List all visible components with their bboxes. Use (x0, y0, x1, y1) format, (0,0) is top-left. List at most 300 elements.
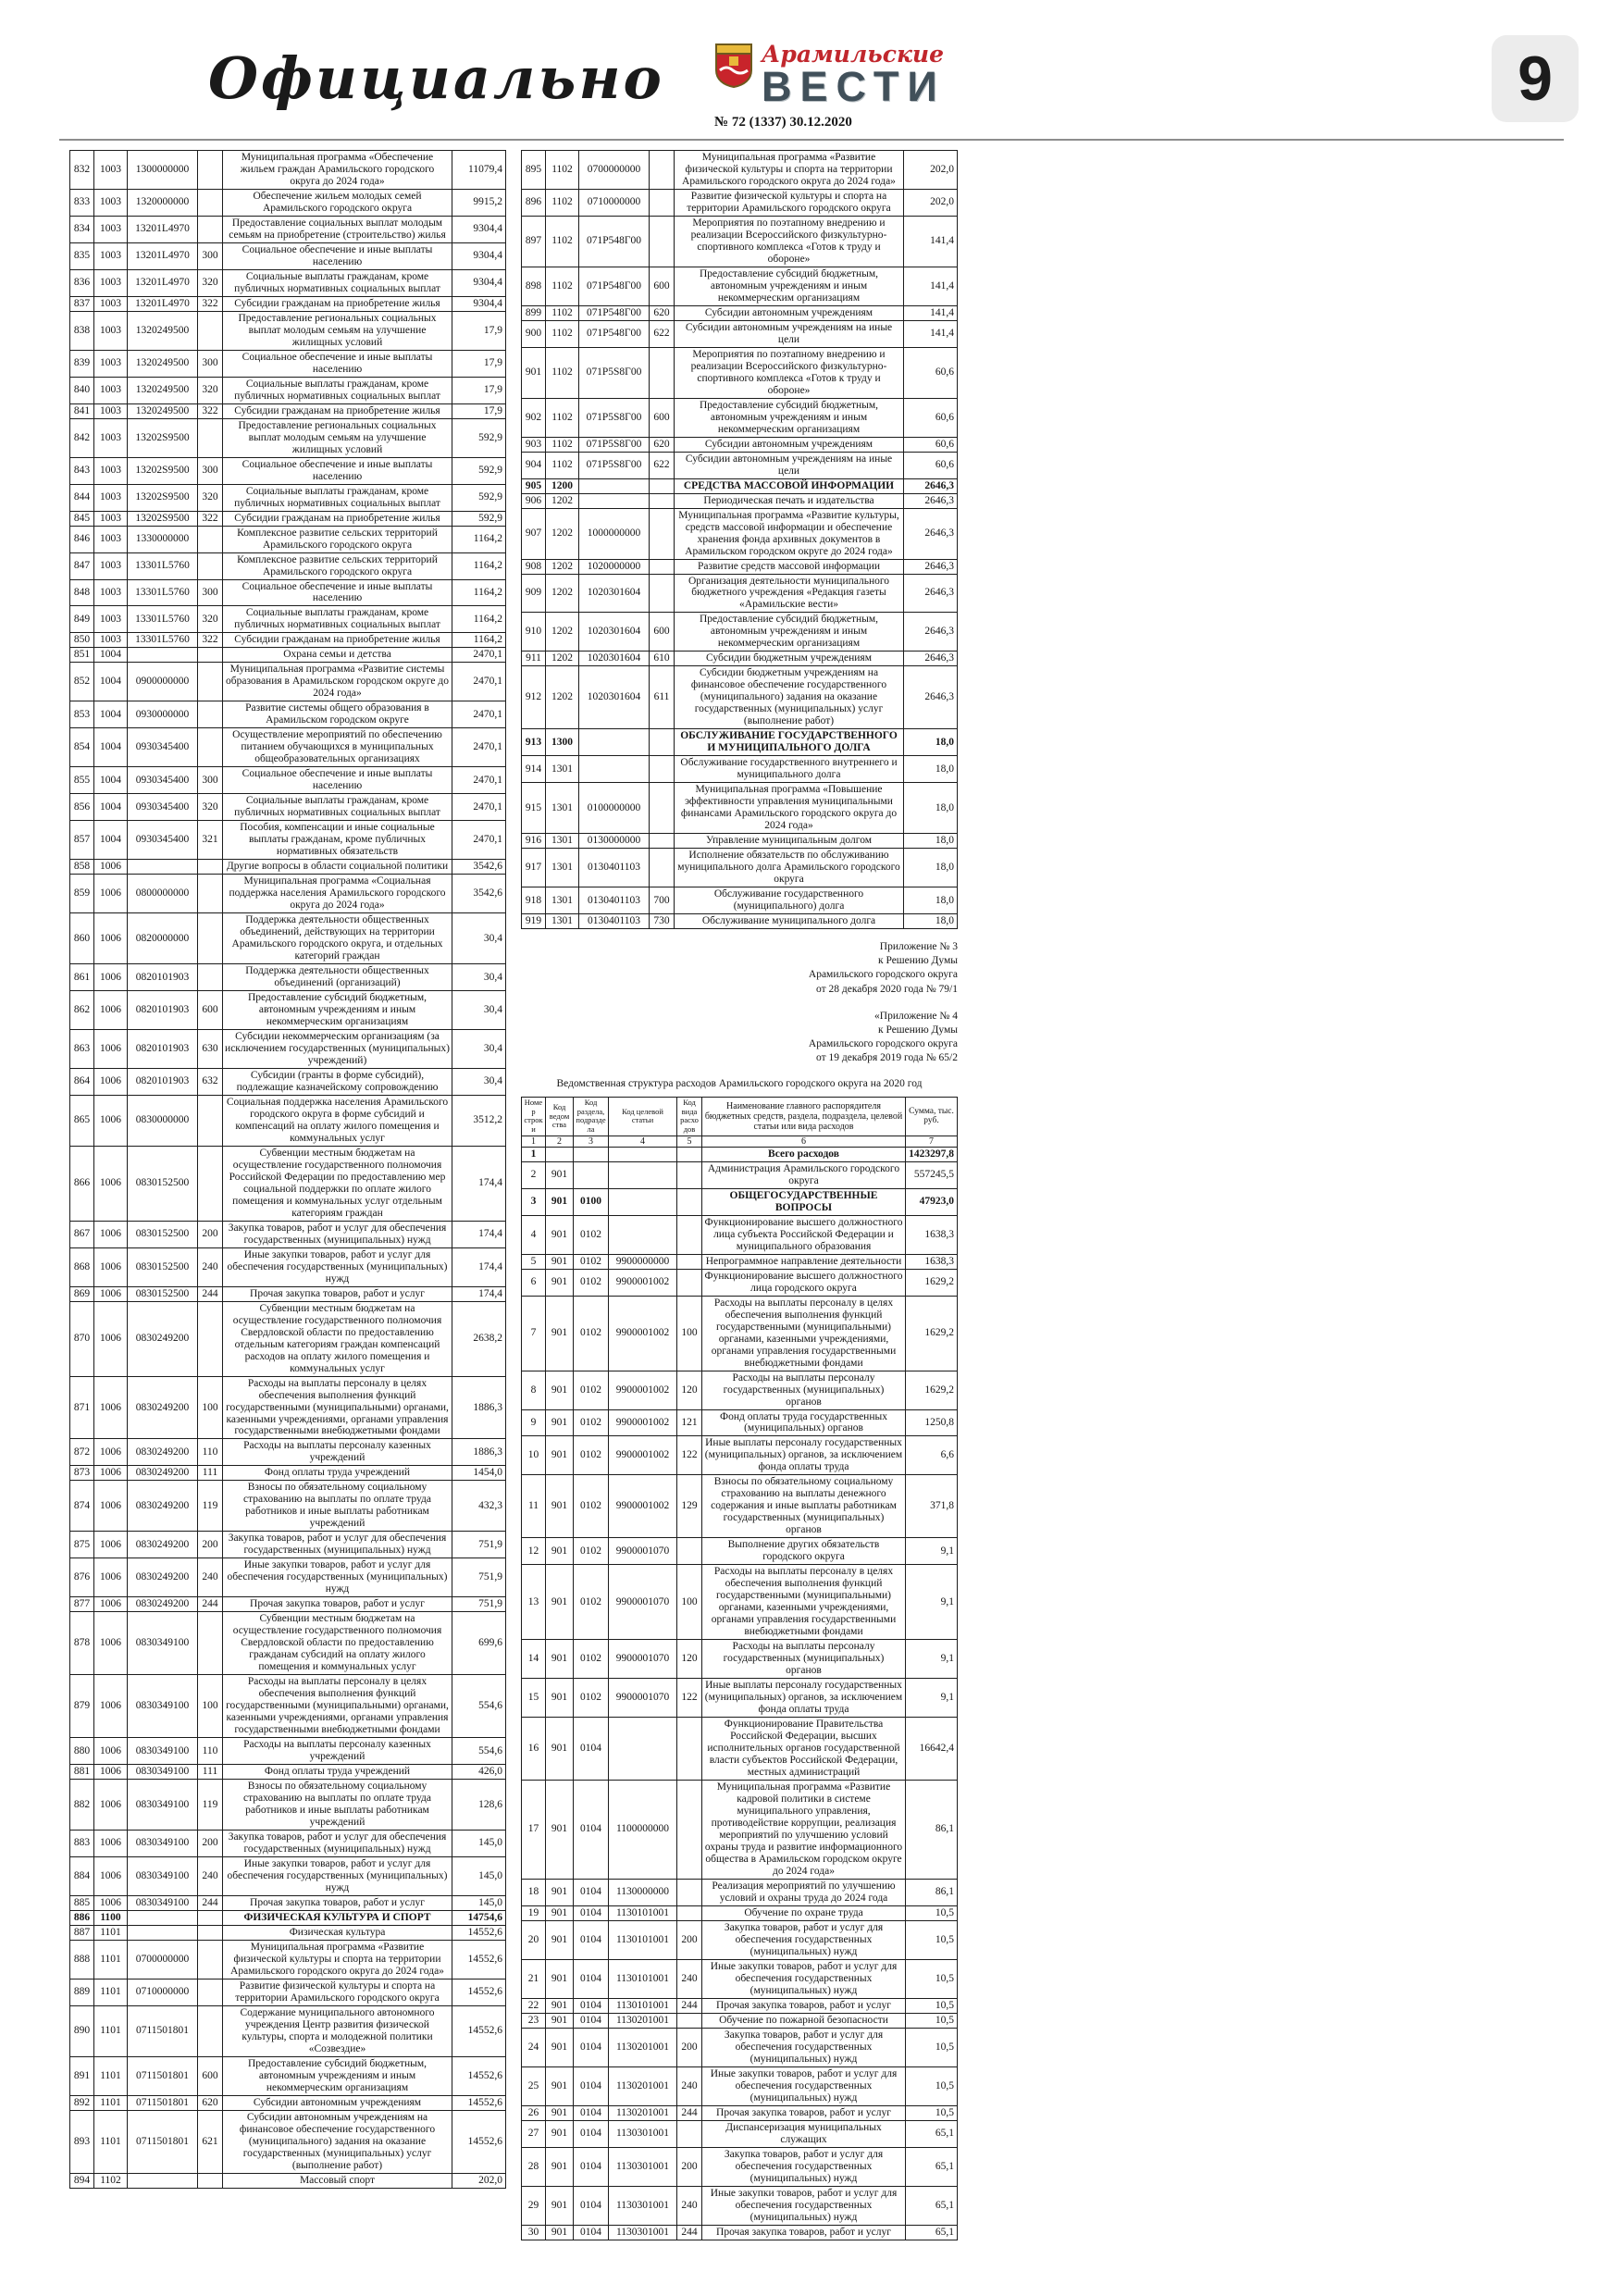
table-row (70, 1146, 506, 1221)
cell-rz: 1101 (94, 2056, 128, 2095)
cell-sum: 2470,1 (452, 663, 506, 701)
table-row (522, 493, 958, 508)
cell-vr (198, 526, 223, 552)
cell-num: 13 (522, 1565, 546, 1640)
table-row (522, 1475, 958, 1538)
table-row (70, 484, 506, 511)
table-row (522, 1296, 958, 1371)
cell-vr (198, 2005, 223, 2056)
cell-rz: 1006 (94, 1466, 128, 1481)
table-row (522, 914, 958, 929)
cell-csr: 1100000000 (609, 1781, 677, 1880)
cell-sum: 699,6 (452, 1612, 506, 1675)
table-row (522, 1679, 958, 1718)
cell-sum: 2646,3 (904, 508, 958, 559)
table-row (522, 1879, 958, 1905)
cell-sum: 60,6 (904, 347, 958, 398)
cell-rz: 1102 (546, 151, 579, 190)
cell-csr: 1320000000 (128, 189, 198, 216)
column-number: 7 (906, 1136, 958, 1147)
cell-num: 890 (70, 2005, 94, 2056)
cell-name: Расходы на выплаты персоналу государственных (муниципальных) органов (702, 1371, 906, 1409)
cell-csr: 0820101903 (128, 991, 198, 1030)
cell-csr: 1320249500 (128, 377, 198, 403)
cell-num: 869 (70, 1286, 94, 1301)
cell-vr: 122 (677, 1436, 702, 1475)
cell-num: 839 (70, 350, 94, 377)
cell-sum: 30,4 (452, 964, 506, 991)
cell-num: 863 (70, 1029, 94, 1068)
cell-csr: 0710000000 (128, 1979, 198, 2005)
cell-num: 850 (70, 633, 94, 648)
cell-num: 11 (522, 1475, 546, 1538)
table-row (522, 478, 958, 493)
cell-sum: 6,6 (906, 1436, 958, 1475)
cell-csr: 1000000000 (579, 508, 650, 559)
cell-vr: 100 (198, 1675, 223, 1738)
cell-sum: 65,1 (906, 2147, 958, 2186)
cell-num: 27 (522, 2120, 546, 2147)
cell-num: 893 (70, 2110, 94, 2173)
table-row (522, 2186, 958, 2225)
cell-vr: 620 (198, 2095, 223, 2110)
cell-name: Мероприятия по поэтапному внедрению и реализации Всероссийского физкультурно-спортивного комплекса «Готов к труду и обороне» (675, 216, 904, 267)
cell-csr: 1130201001 (609, 2013, 677, 2028)
cell-rz: 1003 (94, 484, 128, 511)
cell-name: Социальное обеспечение и иные выплаты населению (223, 767, 452, 794)
cell-vr: 622 (650, 452, 675, 478)
cell-rz: 1102 (546, 305, 579, 320)
table-row (522, 189, 958, 216)
cell-sum: 128,6 (452, 1780, 506, 1831)
cell-vr (650, 849, 675, 887)
cell-name: ОБСЛУЖИВАНИЕ ГОСУДАРСТВЕННОГО И МУНИЦИПАЛЬНОГО ДОЛГА (675, 729, 904, 756)
cell-csr: 1130101001 (609, 1905, 677, 1920)
cell-rzd: 0102 (574, 1538, 609, 1565)
cell-ved: 901 (546, 1409, 574, 1436)
cell-csr (609, 1718, 677, 1781)
cell-sum: 1164,2 (452, 526, 506, 552)
cell-name: Мероприятия по поэтапному внедрению и реализации Всероссийского физкультурно-спортивного комплекса «Готов к труду и обороне» (675, 347, 904, 398)
brand-top-label: Арамильские (762, 41, 944, 68)
cell-rzd: 0104 (574, 1959, 609, 1998)
cell-vr: 244 (198, 1286, 223, 1301)
cell-rz: 1202 (546, 666, 579, 729)
cell-num: 866 (70, 1146, 94, 1221)
cell-vr (650, 508, 675, 559)
table-row (70, 1286, 506, 1301)
cell-name: Субсидии автономным учреждениям (223, 2095, 452, 2110)
table-row (70, 1675, 506, 1738)
cell-rz: 1102 (546, 189, 579, 216)
cell-csr: 0830249200 (128, 1532, 198, 1558)
cell-name: Закупка товаров, работ и услуг для обеспечения государственных (муниципальных) нужд (702, 1920, 906, 1959)
cell-name: Всего расходов (702, 1147, 906, 1161)
cell-name: Социальное обеспечение и иные выплаты населению (223, 457, 452, 484)
appendix-line: к Решению Думы (878, 955, 958, 967)
cell-name: Обслуживание муниципального долга (675, 914, 904, 929)
cell-vr: 244 (198, 1597, 223, 1612)
cell-num: 892 (70, 2095, 94, 2110)
cell-num: 898 (522, 267, 546, 305)
cell-sum: 60,6 (904, 437, 958, 452)
cell-num: 876 (70, 1558, 94, 1597)
cell-vr (198, 913, 223, 964)
brand-name-label: ВЕСТИ (762, 63, 946, 110)
cell-num: 6 (522, 1269, 546, 1296)
cell-rz: 1003 (94, 189, 128, 216)
cell-num: 914 (522, 756, 546, 783)
cell-vr (677, 1269, 702, 1296)
table-row (70, 860, 506, 875)
cell-ved: 901 (546, 2186, 574, 2225)
cell-rz: 1004 (94, 767, 128, 794)
cell-name: Поддержка деятельности общественных объединений (организаций) (223, 964, 452, 991)
appendix-line: Приложение № 3 (879, 941, 958, 953)
cell-vr: 200 (198, 1831, 223, 1857)
cell-vr: 120 (677, 1371, 702, 1409)
cell-name: Расходы на выплаты персоналу в целях обеспечения выполнения функций государственными (муниципальными) органами, казенными учреждениями, органами управления государственными внебюджетными фондами (702, 1296, 906, 1371)
cell-csr: 071P548Г00 (579, 305, 650, 320)
cell-sum: 2470,1 (452, 701, 506, 728)
table-row (70, 875, 506, 913)
cell-num: 834 (70, 216, 94, 242)
cell-rzd: 0102 (574, 1215, 609, 1254)
cell-csr: 0130401103 (579, 887, 650, 914)
cell-name: Субвенции местным бюджетам на осуществление государственного полномочия Российской Федерации по предоставлению мер социальной поддержки по оплате жилого помещения и коммунальных услуг отдельным категориям граждан (223, 1146, 452, 1221)
cell-sum: 1629,2 (906, 1296, 958, 1371)
cell-csr: 0711501801 (128, 2056, 198, 2095)
cell-name: Субсидии бюджетным учреждениям на финансовое обеспечение государственного (муниципального) задания на оказание государственных (муниципальных) услуг (выполнение работ) (675, 666, 904, 729)
cell-sum: 14552,6 (452, 1925, 506, 1940)
cell-sum: 60,6 (904, 398, 958, 437)
table-row (70, 728, 506, 767)
cell-num: 875 (70, 1532, 94, 1558)
table-row (522, 2120, 958, 2147)
cell-name: Муниципальная программа «Развитие физической культуры и спорта на территории Арамильского городского округа до 2024 года» (223, 1940, 452, 1979)
cell-vr: 129 (677, 1475, 702, 1538)
cell-sum: 10,5 (906, 1905, 958, 1920)
cell-vr (198, 1146, 223, 1221)
cell-rz: 1003 (94, 311, 128, 350)
cell-csr: 0830249200 (128, 1481, 198, 1532)
cell-csr: 9900001002 (609, 1371, 677, 1409)
cell-name: Взносы по обязательному социальному страхованию на выплаты по оплате труда работников и иные выплаты работникам учреждений (223, 1780, 452, 1831)
cell-sum: 141,4 (904, 305, 958, 320)
cell-csr: 0830152500 (128, 1247, 198, 1286)
cell-name: Субсидии автономным учреждениям на иные цели (675, 452, 904, 478)
cell-sum: 2646,3 (904, 493, 958, 508)
cell-csr: 0100000000 (579, 783, 650, 834)
cell-num: 9 (522, 1409, 546, 1436)
cell-name: Развитие физической культуры и спорта на территории Арамильского городского округа (675, 189, 904, 216)
appendix-line: Арамильского городского округа (808, 969, 958, 981)
cell-vr (650, 493, 675, 508)
cell-csr (609, 1215, 677, 1254)
cell-rz: 1006 (94, 1301, 128, 1376)
cell-vr (198, 418, 223, 457)
cell-vr (650, 834, 675, 849)
cell-sum: 9,1 (906, 1538, 958, 1565)
cell-name: Субсидии гражданам на приобретение жилья (223, 403, 452, 418)
cell-num: 854 (70, 728, 94, 767)
cell-name: Фонд оплаты труда учреждений (223, 1765, 452, 1780)
cell-csr (128, 2173, 198, 2188)
cell-rz: 1006 (94, 1597, 128, 1612)
cell-num: 1 (522, 1147, 546, 1161)
cell-rz: 1003 (94, 457, 128, 484)
cell-ved: 901 (546, 1269, 574, 1296)
column-number: 6 (702, 1136, 906, 1147)
cell-name: Функционирование Правительства Российской Федерации, высших исполнительных органов государственной власти субъектов Российской Федерации, местных администраций (702, 1718, 906, 1781)
cell-name: Обслуживание государственного (муниципального) долга (675, 887, 904, 914)
cell-vr: 630 (198, 1029, 223, 1068)
page-header (0, 0, 1623, 141)
cell-num: 22 (522, 1998, 546, 2013)
table-row (70, 1221, 506, 1247)
cell-sum: 174,4 (452, 1286, 506, 1301)
table-row (70, 296, 506, 311)
cell-name: Предоставление субсидий бюджетным, автономным учреждениям и иным некоммерческим организациям (675, 398, 904, 437)
cell-csr: 9900001070 (609, 1640, 677, 1679)
cell-vr (677, 1147, 702, 1161)
cell-vr: 300 (198, 579, 223, 606)
cell-rz: 1006 (94, 964, 128, 991)
table-row (70, 403, 506, 418)
cell-csr: 1130301001 (609, 2186, 677, 2225)
cell-csr: 1130000000 (609, 1879, 677, 1905)
table-row (522, 756, 958, 783)
cell-rzd: 0104 (574, 2066, 609, 2105)
cell-vr (650, 347, 675, 398)
cell-num: 833 (70, 189, 94, 216)
cell-name: Прочая закупка товаров, работ и услуг (223, 1895, 452, 1910)
table-row (522, 320, 958, 347)
cell-rz: 1102 (546, 320, 579, 347)
table-row (70, 1856, 506, 1895)
cell-rzd (574, 1147, 609, 1161)
cell-ved: 901 (546, 1188, 574, 1215)
appendix-line: от 28 декабря 2020 года № 79/1 (816, 983, 958, 995)
cell-num: 21 (522, 1959, 546, 1998)
cell-csr (609, 1188, 677, 1215)
cell-rz: 1006 (94, 1068, 128, 1095)
cell-sum: 426,0 (452, 1765, 506, 1780)
cell-name: Социальные выплаты гражданам, кроме публичных нормативных социальных выплат (223, 606, 452, 633)
cell-vr (677, 1538, 702, 1565)
cell-num: 847 (70, 552, 94, 579)
cell-rzd: 0104 (574, 1879, 609, 1905)
cell-csr: 1130201001 (609, 2066, 677, 2105)
cell-csr: 13301L5760 (128, 633, 198, 648)
cell-vr: 620 (650, 305, 675, 320)
cell-csr: 0830349100 (128, 1831, 198, 1857)
cell-name: ФИЗИЧЕСКАЯ КУЛЬТУРА И СПОРТ (223, 1910, 452, 1925)
table-row (70, 633, 506, 648)
cell-ved: 901 (546, 2120, 574, 2147)
table-row (522, 834, 958, 849)
cell-name: Муниципальная программа «Обеспечение жильем граждан Арамильского городского округа до 2024 года» (223, 151, 452, 190)
cell-rzd: 0104 (574, 2225, 609, 2240)
cell-name: Фонд оплаты труда учреждений (223, 1466, 452, 1481)
cell-csr: 13201L4970 (128, 216, 198, 242)
cell-csr: 071P548Г00 (579, 216, 650, 267)
cell-name: Субвенции местным бюджетам на осуществление государственного полномочия Свердловской области по предоставлению отдельным категориям граждан компенсаций расходов на оплату жилого помещения и коммунальных услуг (223, 1301, 452, 1376)
cell-name: Иные закупки товаров, работ и услуг для обеспечения государственных (муниципальных) нужд (223, 1856, 452, 1895)
cell-rz: 1003 (94, 633, 128, 648)
cell-csr: 0830349100 (128, 1738, 198, 1765)
appendix-line: Арамильского городского округа (808, 1038, 958, 1050)
cell-csr: 9900001002 (609, 1436, 677, 1475)
cell-csr: 13301L5760 (128, 552, 198, 579)
cell-num: 26 (522, 2105, 546, 2120)
cell-vr (198, 663, 223, 701)
cell-num: 18 (522, 1879, 546, 1905)
cell-name: Расходы на выплаты персоналу в целях обеспечения выполнения функций государственными (муниципальными) органами, казенными учреждениями, органами управления государственными внебюджетными фондами (223, 1376, 452, 1439)
cell-rzd: 0104 (574, 1998, 609, 2013)
table-row (522, 452, 958, 478)
cell-sum: 592,9 (452, 484, 506, 511)
cell-rz: 1006 (94, 1286, 128, 1301)
cell-sum: 10,5 (906, 2028, 958, 2066)
cell-rz: 1006 (94, 1895, 128, 1910)
cell-num: 856 (70, 794, 94, 821)
cell-name: Предоставление субсидий бюджетным, автономным учреждениям и иным некоммерческим организациям (675, 613, 904, 652)
cell-csr (579, 493, 650, 508)
cell-vr: 100 (677, 1565, 702, 1640)
cell-name: Охрана семьи и детства (223, 648, 452, 663)
cell-ved: 901 (546, 1371, 574, 1409)
cell-csr: 071P548Г00 (579, 320, 650, 347)
cell-num: 895 (522, 151, 546, 190)
cell-csr: 1320249500 (128, 311, 198, 350)
cell-csr: 9900001002 (609, 1409, 677, 1436)
cell-num: 874 (70, 1481, 94, 1532)
cell-ved: 901 (546, 1781, 574, 1880)
cell-vr (650, 756, 675, 783)
cell-sum: 17,9 (452, 377, 506, 403)
column-number-row (522, 1136, 958, 1147)
cell-sum: 751,9 (452, 1558, 506, 1597)
table-row (522, 2225, 958, 2240)
cell-rz: 1202 (546, 493, 579, 508)
cell-num: 905 (522, 478, 546, 493)
cell-csr: 9900001002 (609, 1296, 677, 1371)
cell-name: Физическая культура (223, 1925, 452, 1940)
cell-rz: 1102 (546, 437, 579, 452)
cell-sum: 17,9 (452, 403, 506, 418)
cell-csr (609, 1147, 677, 1161)
table-row (522, 666, 958, 729)
cell-csr: 9900000000 (609, 1254, 677, 1269)
table-row (70, 1558, 506, 1597)
cell-vr (650, 189, 675, 216)
cell-vr (677, 2013, 702, 2028)
cell-csr: 1020000000 (579, 559, 650, 574)
cell-rz: 1003 (94, 269, 128, 296)
cell-rz: 1003 (94, 377, 128, 403)
table-row (70, 189, 506, 216)
cell-rz: 1301 (546, 783, 579, 834)
table-row (70, 663, 506, 701)
cell-rzd: 0102 (574, 1296, 609, 1371)
cell-rz: 1003 (94, 296, 128, 311)
cell-sum: 145,0 (452, 1895, 506, 1910)
table-row (70, 1780, 506, 1831)
table-row (522, 267, 958, 305)
cell-num: 840 (70, 377, 94, 403)
cell-vr (198, 1612, 223, 1675)
cell-num: 908 (522, 559, 546, 574)
cell-sum: 9304,4 (452, 216, 506, 242)
cell-rz: 1101 (94, 1925, 128, 1940)
cell-rz: 1003 (94, 526, 128, 552)
cell-vr: 321 (198, 821, 223, 860)
cell-csr (579, 478, 650, 493)
cell-rz: 1100 (94, 1910, 128, 1925)
cell-num: 4 (522, 1215, 546, 1254)
cell-name: Функционирование высшего должностного лица городского округа (702, 1269, 906, 1296)
cell-num: 17 (522, 1781, 546, 1880)
header-divider (59, 139, 1564, 141)
cell-csr: 1300000000 (128, 151, 198, 190)
cell-ved (546, 1147, 574, 1161)
cell-rz: 1301 (546, 887, 579, 914)
table-row (70, 2095, 506, 2110)
cell-sum: 65,1 (906, 2120, 958, 2147)
table-row (522, 783, 958, 834)
cell-sum: 17,9 (452, 350, 506, 377)
column-number: 4 (609, 1136, 677, 1147)
table-row (70, 2005, 506, 2056)
cell-sum: 2646,3 (904, 652, 958, 666)
cell-num: 903 (522, 437, 546, 452)
cell-sum: 14552,6 (452, 1940, 506, 1979)
table-row (522, 2147, 958, 2186)
cell-name: Субсидии автономным учреждениям (675, 437, 904, 452)
right-column (521, 150, 958, 2240)
cell-sum: 557245,5 (906, 1161, 958, 1188)
cell-name: Иные закупки товаров, работ и услуг для обеспечения государственных (муниципальных) нужд (223, 1558, 452, 1597)
cell-vr (677, 1905, 702, 1920)
department-table-title: Ведомственная структура расходов Арамильского городского округа на 2020 год (556, 1078, 923, 1090)
table-row (70, 1029, 506, 1068)
cell-rz: 1004 (94, 794, 128, 821)
cell-csr: 0700000000 (579, 151, 650, 190)
cell-csr: 0830349100 (128, 1765, 198, 1780)
table-row (70, 511, 506, 526)
cell-vr: 244 (677, 2105, 702, 2120)
cell-vr: 320 (198, 269, 223, 296)
table-row (522, 2066, 958, 2105)
table-row (522, 2105, 958, 2120)
cell-csr: 0830249200 (128, 1301, 198, 1376)
cell-rz: 1202 (546, 508, 579, 559)
cell-sum: 3542,6 (452, 860, 506, 875)
cell-name: Муниципальная программа «Повышение эффективности управления муниципальными финансами Арамильского городского округа до 2024 года» (675, 783, 904, 834)
cell-ved: 901 (546, 2028, 574, 2066)
cell-num: 886 (70, 1910, 94, 1925)
cell-csr (128, 648, 198, 663)
cell-name: Управление муниципальным долгом (675, 834, 904, 849)
cell-num: 844 (70, 484, 94, 511)
cell-name: Субсидии автономным учреждениям (675, 305, 904, 320)
table-row (522, 1565, 958, 1640)
cell-rz: 1202 (546, 613, 579, 652)
page-number: 9 (1518, 43, 1553, 114)
cell-ved: 901 (546, 1215, 574, 1254)
cell-ved: 901 (546, 1565, 574, 1640)
